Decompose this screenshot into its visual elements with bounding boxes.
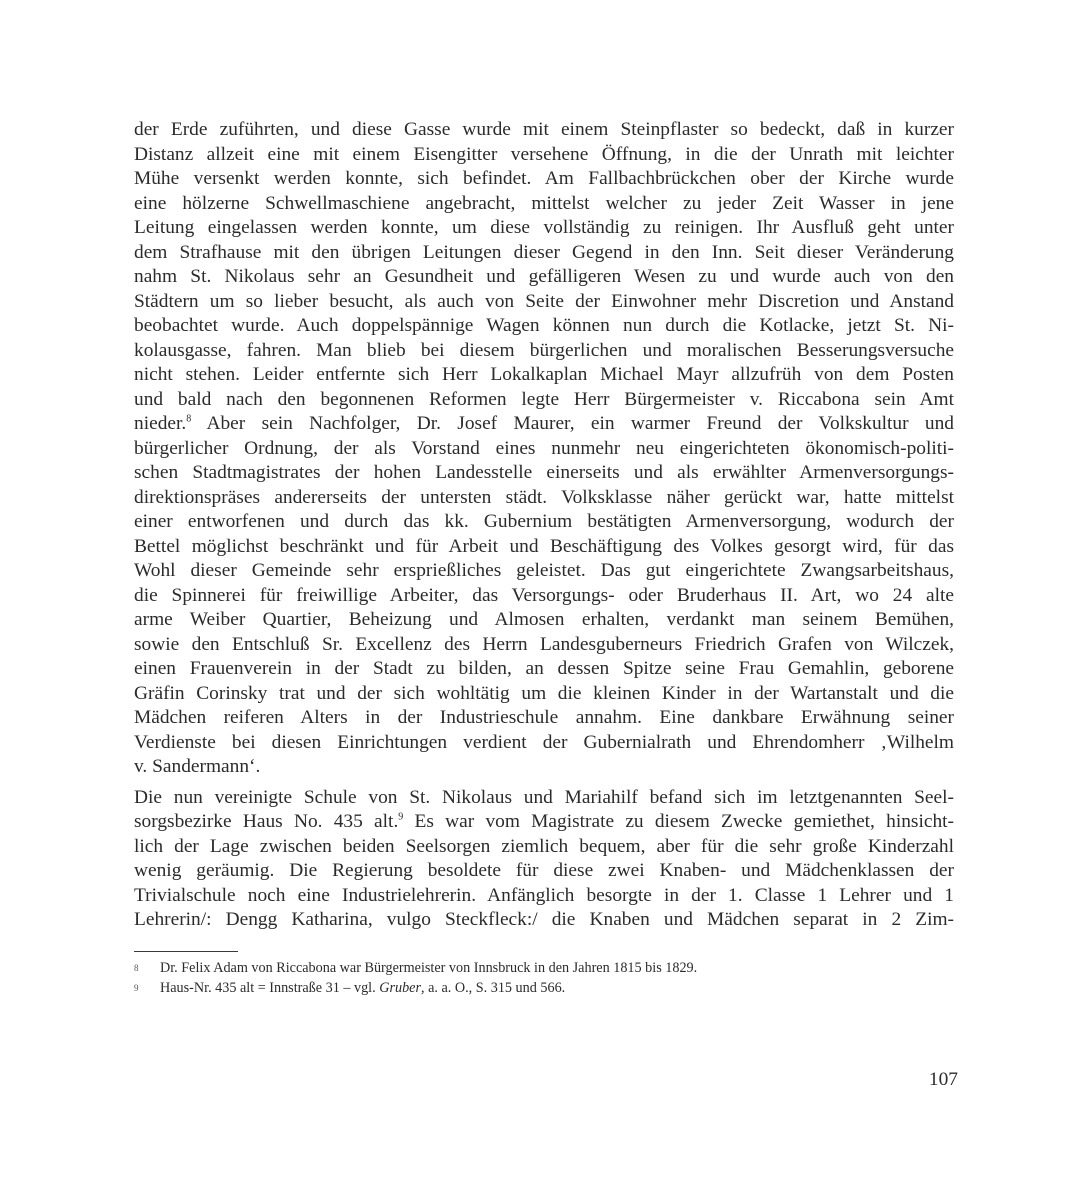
body-line: einen Frauenverein in der Stadt zu bilden, an dessen Spitze seine Frau Gemahlin, geborene	[134, 658, 954, 679]
body-line: dem Strafhause mit den übrigen Leitungen dieser Gegend in den Inn. Seit dieser Veränderung	[134, 242, 954, 263]
body-line: arme Weiber Quartier, Beheizung und Almosen erhalten, verdankt man seinem Bemühen,	[134, 609, 954, 630]
body-line: direktionspräses andererseits der untersten städt. Volksklasse näher gerückt war, hatte mittelst	[134, 487, 954, 508]
body-line: Verdienste bei diesen Einrichtungen verdient der Gubernialrath und Ehrendomherr ‚Wilhelm	[134, 732, 954, 753]
body-line: Trivialschule noch eine Industrielehrerin. Anfänglich besorgte in der 1. Classe 1 Lehrer und 1	[134, 885, 954, 906]
body-line: Bettel möglichst beschränkt und für Arbeit und Beschäftigung des Volkes gesorgt wird, für das	[134, 536, 954, 557]
body-line: Wohl dieser Gemeinde sehr ersprießliches geleistet. Das gut eingerichtete Zwangsarbeitshaus,	[134, 560, 954, 581]
body-line: wenig geräumig. Die Regierung besoldete für diese zwei Knaben- und Mädchenklassen der	[134, 860, 954, 881]
footnote-mark: 8	[134, 963, 139, 973]
body-line: Leitung eingelassen werden konnte, um diese vollständig zu reinigen. Ihr Ausfluß geht unter	[134, 217, 954, 238]
body-line-part: nieder.	[134, 413, 187, 434]
body-line	[134, 412, 954, 436]
body-line: lich der Lage zwischen beiden Seelsorgen ziemlich bequem, aber für die sehr große Kinderzahl	[134, 836, 954, 857]
body-line: eine hölzerne Schwellmaschiene angebracht, mittelst welcher zu jeder Zeit Wasser in jene	[134, 193, 954, 214]
body-line: sowie den Entschluß Sr. Excellenz des Herrn Landesguberneurs Friedrich Grafen von Wilczek,	[134, 634, 954, 655]
body-line: Distanz allzeit eine mit einem Eisengitter versehene Öffnung, in die der Unrath mit leichter	[134, 144, 954, 165]
body-line: der Erde zuführten, und diese Gasse wurde mit einem Steinpflaster so bedeckt, daß in kurzer	[134, 119, 954, 140]
body-line: Mühe versenkt werden konnte, sich befindet. Am Fallbachbrückchen ober der Kirche wurde	[134, 168, 954, 189]
body-line: Städtern um so lieber besucht, als auch von Seite der Einwohner mehr Discretion und Anstand	[134, 291, 954, 312]
body-line: bürgerlicher Ordnung, der als Vorstand eines nunmehr neu eingerichteten ökonomisch-politi-	[134, 438, 954, 459]
body-line: schen Stadtmagistrates der hohen Landesstelle einerseits und als erwählter Armenversorgungs-	[134, 462, 954, 483]
page-number: 107	[928, 1069, 958, 1090]
body-line: Gräfin Corinsky trat und der sich wohltätig um die kleinen Kinder in der Wartanstalt und die	[134, 683, 954, 704]
footnote-author: Gruber	[379, 980, 421, 996]
body-line: Die nun vereinigte Schule von St. Nikolaus und Mariahilf befand sich im letztgenannten Seel-	[134, 787, 954, 808]
body-line	[134, 810, 954, 834]
footnote-ref-8: 8	[186, 413, 192, 425]
footnote-ref-9: 9	[398, 811, 404, 823]
body-line: beobachtet wurde. Auch doppelspännige Wagen können nun durch die Kotlacke, jetzt St. Ni-	[134, 315, 954, 336]
footnote-text: Haus-Nr. 435 alt = Innstraße 31 – vgl.	[160, 980, 380, 996]
body-line: und bald nach den begonnenen Reformen legte Herr Bürgermeister v. Riccabona sein Amt	[134, 389, 954, 410]
footnote-text: , a. a. O., S. 315 und 566.	[420, 980, 566, 996]
body-line: die Spinnerei für freiwillige Arbeiter, das Versorgungs- oder Bruderhaus II. Art, wo 24 alte	[134, 585, 954, 606]
footnote-separator	[134, 951, 238, 952]
footnote-text: Dr. Felix Adam von Riccabona war Bürgermeister von Innsbruck in den Jahren 1815 bis 1829.	[160, 960, 698, 976]
body-line: v. Sandermann‘.	[134, 756, 261, 777]
body-line-part: Es war vom Magistrate zu diesem Zwecke gemiethet, hinsicht-	[403, 811, 954, 832]
footnote-mark: 9	[134, 983, 139, 993]
body-line: kolausgasse, fahren. Man blieb bei diesem bürgerlichen und moralischen Besserungsversuche	[134, 340, 954, 361]
body-line-part: Aber sein Nachfolger, Dr. Josef Maurer, ein warmer Freund der Volkskultur und	[191, 413, 954, 434]
footnote-9	[134, 978, 565, 998]
body-line: Mädchen reiferen Alters in der Industrieschule annahm. Eine dankbare Erwähnung seiner	[134, 707, 954, 728]
body-line: Lehrerin/: Dengg Katharina, vulgo Steckfleck:/ die Knaben und Mädchen separat in 2 Zim-	[134, 909, 954, 930]
body-line-part: sorgsbezirke Haus No. 435 alt.	[134, 811, 399, 832]
body-line: einer entworfenen und durch das kk. Gubernium bestätigten Armenversorgung, wodurch der	[134, 511, 954, 532]
body-line: nicht stehen. Leider entfernte sich Herr Lokalkaplan Michael Mayr allzufrüh von dem Posten	[134, 364, 954, 385]
body-line: nahm St. Nikolaus sehr an Gesundheit und gefälligeren Wesen zu und wurde auch von den	[134, 266, 954, 287]
footnote-8	[134, 958, 697, 978]
